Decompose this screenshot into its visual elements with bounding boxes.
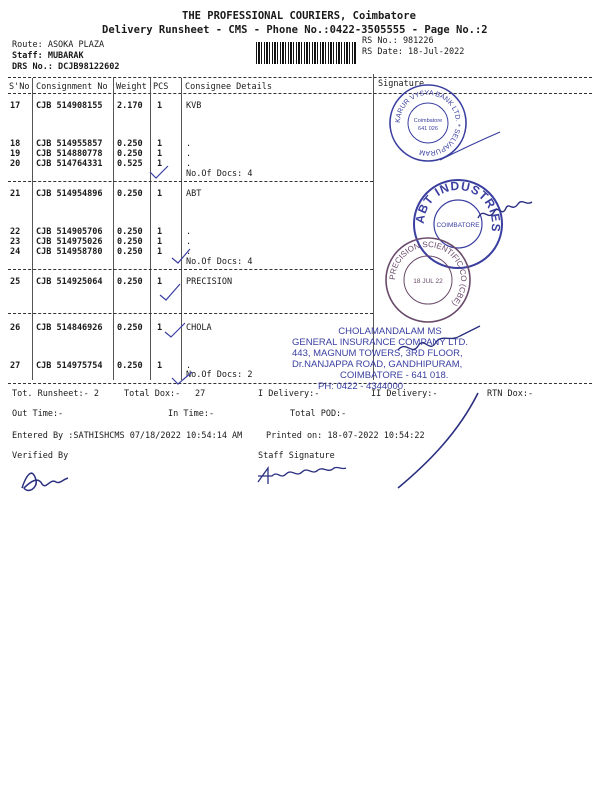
row-consignment: CJB 514958780	[36, 247, 103, 257]
chola-signature	[398, 326, 480, 350]
row-consignee: .	[186, 159, 192, 169]
total-runsheet: Tot. Runsheet:- 2	[12, 389, 99, 399]
chola-line: COIMBATORE - 641 018.	[340, 370, 449, 381]
row-consignment: CJB 514925064	[36, 277, 103, 287]
row-consignee: .	[186, 247, 192, 257]
company-title: THE PROFESSIONAL COURIERS, Coimbatore	[182, 10, 416, 22]
check-mark-icon	[150, 166, 168, 178]
precision-date: 18 JUL 22	[413, 278, 443, 285]
row-sno: 24	[10, 247, 21, 257]
rtn-dox: RTN Dox:-	[487, 389, 534, 399]
row-consignee: .	[186, 227, 192, 237]
row-consignment: CJB 514846926	[36, 323, 103, 333]
row-pcs: 1	[157, 139, 163, 149]
row-consignee: .	[186, 361, 192, 371]
out-time: Out Time:-	[12, 409, 64, 419]
row-consignee: KVB	[186, 101, 202, 111]
row-pcs: 1	[157, 247, 163, 257]
kvb-center-pin: 641 026	[418, 126, 438, 132]
row-sno: 19	[10, 149, 21, 159]
verified-by: Verified By	[12, 451, 69, 461]
row-consignment: CJB 514954896	[36, 189, 103, 199]
row-consignee: .	[186, 149, 192, 159]
row-pcs: 1	[157, 189, 163, 199]
row-consignee: CHOLA	[186, 323, 212, 333]
row-weight: 0.250	[117, 139, 143, 149]
kvb-center-city: Coimbatore	[413, 118, 443, 124]
chola-line: Dr.NANJAPPA ROAD, GANDHIPURAM,	[292, 359, 463, 370]
kvb-ring-text: KARUR VYSYA BANK LTD. * SELVAPURAM	[394, 89, 462, 157]
runsheet-subtitle: Delivery Runsheet - CMS - Phone No.:0422-3505555 - Page No.:2	[102, 24, 488, 36]
row-sno: 26	[10, 323, 21, 333]
abt-ring-text: ABT INDUSTRIES	[412, 178, 504, 234]
staff-signature-label: Staff Signature	[258, 451, 335, 461]
row-consignment: CJB 514908155	[36, 101, 103, 111]
chola-line: 443, MAGNUM TOWERS, 3RD FLOOR,	[292, 348, 463, 359]
col-consignee: Consignee Details	[185, 82, 272, 92]
row-weight: 0.250	[117, 149, 143, 159]
check-mark-icon	[165, 323, 185, 337]
row-consignment: CJB 514975026	[36, 237, 103, 247]
row-consignment: CJB 514905706	[36, 227, 103, 237]
row-weight: 0.250	[117, 227, 143, 237]
docs-count: No.Of Docs: 4	[186, 257, 253, 267]
i-delivery: I Delivery:-	[258, 389, 320, 399]
row-sno: 23	[10, 237, 21, 247]
row-weight: 0.525	[117, 159, 143, 169]
col-pcs: PCS	[153, 82, 169, 92]
row-weight: 0.250	[117, 361, 143, 371]
row-sno: 25	[10, 277, 21, 287]
row-pcs: 1	[157, 159, 163, 169]
row-consignee: ABT	[186, 189, 202, 199]
row-consignee: .	[186, 237, 192, 247]
row-sno: 21	[10, 189, 21, 199]
row-sno: 20	[10, 159, 21, 169]
entered-by: Entered By :SATHISHCMS 07/18/2022 10:54:14 AM	[12, 431, 243, 441]
chola-line: CHOLAMANDALAM MS	[338, 326, 442, 337]
printed-on: Printed on: 18-07-2022 10:54:22	[266, 431, 425, 441]
staff-label: Staff: MUBARAK	[12, 51, 84, 61]
total-dox-value: 27	[195, 389, 206, 399]
row-pcs: 1	[157, 227, 163, 237]
row-sno: 22	[10, 227, 21, 237]
row-weight: 0.250	[117, 237, 143, 247]
in-time: In Time:-	[168, 409, 215, 419]
row-pcs: 1	[157, 149, 163, 159]
rs-number: RS No.: 981226	[362, 36, 434, 46]
row-weight: 0.250	[117, 323, 143, 333]
col-weight: Weight	[116, 82, 147, 92]
kvb-stamp	[390, 85, 466, 161]
row-consignment: CJB 514975754	[36, 361, 103, 371]
row-sno: 17	[10, 101, 21, 111]
check-mark-icon	[172, 372, 192, 384]
row-consignment: CJB 514880778	[36, 149, 103, 159]
row-pcs: 1	[157, 361, 163, 371]
row-pcs: 1	[157, 323, 163, 333]
route-label: Route: ASOKA PLAZA	[12, 40, 105, 50]
col-consignment: Consignment No	[36, 82, 108, 92]
row-weight: 0.250	[117, 277, 143, 287]
row-consignment: CJB 514955857	[36, 139, 103, 149]
row-weight: 0.250	[117, 247, 143, 257]
col-signature: Signature	[378, 79, 425, 89]
row-consignee: .	[186, 139, 192, 149]
row-consignment: CJB 514764331	[36, 159, 103, 169]
row-consignee: PRECISION	[186, 277, 233, 287]
row-pcs: 1	[157, 237, 163, 247]
check-mark-icon	[172, 249, 190, 263]
row-sno: 27	[10, 361, 21, 371]
row-pcs: 1	[157, 277, 163, 287]
ii-delivery: II Delivery:-	[371, 389, 438, 399]
signature-stroke	[398, 393, 478, 488]
docs-count: No.Of Docs: 2	[186, 370, 253, 380]
total-pod: Total POD:-	[290, 409, 347, 419]
col-sno: S'No	[9, 82, 30, 92]
docs-count: No.Of Docs: 4	[186, 169, 253, 179]
precision-ring-text: PRECISION SCIENTIFIC CO (CBE)	[387, 239, 469, 308]
chola-line: GENERAL INSURANCE COMPANY LTD.	[292, 337, 468, 348]
verified-signature	[22, 473, 68, 490]
abt-center-text: COIMBATORE	[436, 222, 480, 229]
total-dox-label: Total Dox:-	[124, 389, 181, 399]
row-pcs: 1	[157, 101, 163, 111]
row-weight: 2.170	[117, 101, 143, 111]
precision-stamp	[386, 238, 470, 322]
check-mark-icon	[160, 284, 180, 300]
row-sno: 18	[10, 139, 21, 149]
drs-number: DRS No.: DCJB98122602	[12, 62, 120, 72]
chola-line: PH: 0422 - 4344000	[318, 381, 404, 392]
staff-signature	[258, 467, 346, 484]
row-weight: 0.250	[117, 189, 143, 199]
rs-date: RS Date: 18-Jul-2022	[362, 47, 465, 57]
